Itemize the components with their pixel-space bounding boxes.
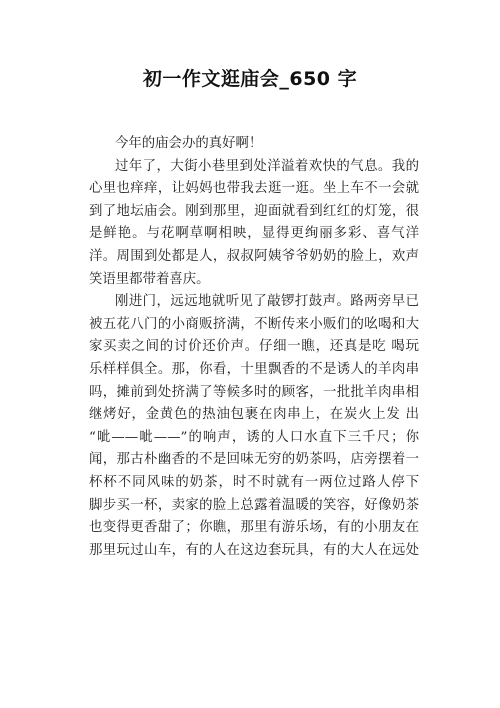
text-line: 洋。周围到处都是人，叔叔阿姨爷爷奶奶的脸上，欢声 <box>89 248 419 264</box>
text-line: 家买卖之间的讨价还价声。仔细一瞧，还真是吃 喝玩 <box>89 339 419 355</box>
document-title: 初一作文逛庙会_650 字 <box>142 68 358 90</box>
text-line: 闻，那古朴幽香的不是回味无穷的奶茶吗，店旁摆着一 <box>89 452 419 468</box>
text-line: 继烤好，金黄色的热油包裹在肉串上，在炭火上发 出 <box>89 407 419 423</box>
text-line: 到了地坛庙会。刚到那里，迎面就看到红红的灯笼，很 <box>89 203 419 219</box>
text-line: 乐样样俱全。那，你看，十里飘香的不是诱人的羊肉串 <box>89 361 419 377</box>
text-line: “呲——呲——”的响声，诱的人口水直下三千尺；你 <box>89 429 419 445</box>
document-body <box>89 133 419 562</box>
text-line: 被五花八门的小商贩挤满，不断传来小贩们的吆喝和大 <box>89 316 419 332</box>
text-line: 杯杯不同风味的奶茶，时不时就有一两位过路人停下 <box>89 474 419 490</box>
text-line: 吗，摊前到处挤满了等候多时的顾客，一批批羊肉串相 <box>89 384 419 400</box>
text-line: 过年了，大街小巷里到处洋溢着欢快的气息。我的 <box>115 158 419 174</box>
text-line: 脚步买一杯，卖家的脸上总露着温暖的笑容，好像奶茶 <box>89 497 419 513</box>
text-line: 是鲜艳。与花啊草啊相映，显得更绚丽多彩、喜气洋 <box>89 226 419 242</box>
text-line: 心里也痒痒，让妈妈也带我去逛一逛。坐上车不一会就 <box>89 181 419 197</box>
text-line: 也变得更香甜了；你瞧，那里有游乐场，有的小朋友在 <box>89 520 419 536</box>
text-line: 笑语里都带着喜庆。 <box>89 271 210 287</box>
text-line: 今年的庙会办的真好啊！ <box>115 136 263 151</box>
text-line: 刚进门，远远地就听见了敲锣打鼓声。路两旁早已 <box>115 294 419 310</box>
text-line: 那里玩过山车，有的人在这边套玩具，有的大人在远处 <box>89 542 419 558</box>
